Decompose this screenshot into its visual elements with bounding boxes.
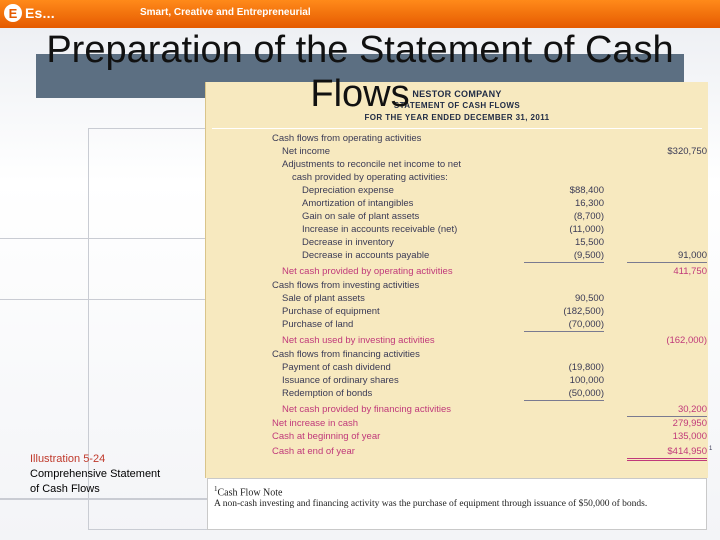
statement-row (272, 430, 706, 443)
row-amount-detail: (50,000) (524, 387, 604, 401)
statement-row (282, 265, 706, 278)
statement-row (282, 145, 706, 158)
row-label: Cash at beginning of year (272, 431, 381, 442)
row-amount-detail: 16,300 (574, 198, 604, 209)
statement-row (282, 334, 706, 347)
row-label: Purchase of land (282, 319, 354, 330)
caption-line: Comprehensive Statement (30, 468, 161, 480)
row-label: Decrease in inventory (302, 237, 394, 248)
row-amount-detail: (70,000) (524, 318, 604, 332)
row-label: Purchase of equipment (282, 306, 380, 317)
row-label: Payment of cash dividend (282, 362, 391, 373)
statement-row (282, 361, 706, 374)
row-label: Net cash used by investing activities (282, 335, 435, 346)
row-amount-detail: 100,000 (569, 375, 604, 386)
slide-title: Preparation of the Statement of Cash Flows (46, 29, 674, 115)
row-amount-detail: (19,800) (568, 362, 604, 373)
statement-row (302, 236, 706, 249)
row-amount-total: 279,950 (672, 418, 707, 429)
row-label: Net income (282, 146, 331, 157)
statement-name: STATEMENT OF CASH FLOWS (393, 101, 521, 110)
row-label: cash provided by operating activities: (292, 172, 448, 183)
statement-row (272, 445, 713, 458)
row-label: Net cash provided by financing activities (282, 404, 451, 415)
decorative-divider (0, 498, 210, 500)
row-label: Gain on sale of plant assets (302, 211, 420, 222)
row-label: Sale of plant assets (282, 293, 365, 304)
logo-text: Es... (25, 5, 55, 21)
row-label: Cash at end of year (272, 446, 355, 457)
note-title (214, 485, 283, 498)
row-label: Redemption of bonds (282, 388, 373, 399)
row-amount-total: $414,950 (627, 445, 707, 461)
statement-row (272, 348, 706, 361)
row-amount-total: 30,200 (627, 403, 707, 417)
row-label: Net increase in cash (272, 418, 359, 429)
decorative-frame (0, 238, 209, 300)
statement-row (282, 387, 706, 400)
top-banner (0, 0, 720, 28)
row-label: Adjustments to reconcile net income to net (282, 159, 462, 170)
row-label: Cash flows from operating activities (272, 133, 422, 144)
cash-flow-note (207, 478, 707, 530)
caption-line: of Cash Flows (30, 483, 100, 495)
banner-tagline: Smart, Creative and Entrepreneurial (140, 7, 311, 18)
note-text: A non-cash investing and financing activity was the purchase of equipment through issuance of $50,000 of bonds. (214, 499, 648, 509)
row-amount-total: 135,000 (672, 431, 707, 442)
header-divider (212, 128, 702, 129)
statement-row (282, 403, 706, 416)
row-amount-detail: (9,500) (524, 249, 604, 263)
statement-row (272, 279, 706, 292)
statement-row (282, 292, 706, 305)
row-amount-detail: $88,400 (569, 185, 604, 196)
row-label: Increase in accounts receivable (net) (302, 224, 458, 235)
row-label: Cash flows from investing activities (272, 280, 420, 291)
row-amount-detail: (8,700) (573, 211, 604, 222)
row-label: Amortization of intangibles (302, 198, 414, 209)
logo-mark: E (4, 4, 22, 22)
statement-row (302, 197, 706, 210)
caption-reference: Illustration 5-24 (30, 453, 106, 465)
statement-row (282, 374, 706, 387)
statement-row (302, 184, 706, 197)
row-amount-detail: 90,500 (574, 293, 604, 304)
statement-row (302, 249, 706, 262)
row-amount-total: 411,750 (673, 266, 707, 277)
statement-row (292, 171, 706, 184)
row-label: Issuance of ordinary shares (282, 375, 399, 386)
cash-flow-statement (205, 82, 713, 478)
row-label: Net cash provided by operating activities (282, 266, 453, 277)
statement-row (302, 223, 706, 236)
row-label: Decrease in accounts payable (302, 250, 430, 261)
row-amount-detail: (182,500) (563, 306, 604, 317)
logo (4, 4, 55, 22)
row-amount-total: 91,000 (627, 249, 707, 263)
statement-row (272, 417, 706, 430)
statement-row (282, 318, 706, 331)
statement-row (282, 305, 706, 318)
statement-period: FOR THE YEAR ENDED DECEMBER 31, 2011 (364, 113, 550, 122)
row-amount-total: (162,000) (666, 335, 707, 346)
row-amount-detail: (11,000) (569, 224, 604, 235)
note-title-text: Cash Flow Note (217, 487, 283, 499)
row-label: Depreciation expense (302, 185, 394, 196)
row-amount-total: $320,750 (667, 146, 707, 157)
note-marker: 1 (214, 485, 218, 493)
statement-row (282, 158, 706, 171)
footnote-marker: 1 (709, 446, 713, 452)
row-amount-detail: 15,500 (574, 237, 604, 248)
statement-row (302, 210, 706, 223)
company-name: NESTOR COMPANY (412, 89, 502, 99)
row-label: Cash flows from financing activities (272, 349, 420, 360)
illustration-caption (30, 452, 200, 497)
statement-row (272, 132, 706, 145)
